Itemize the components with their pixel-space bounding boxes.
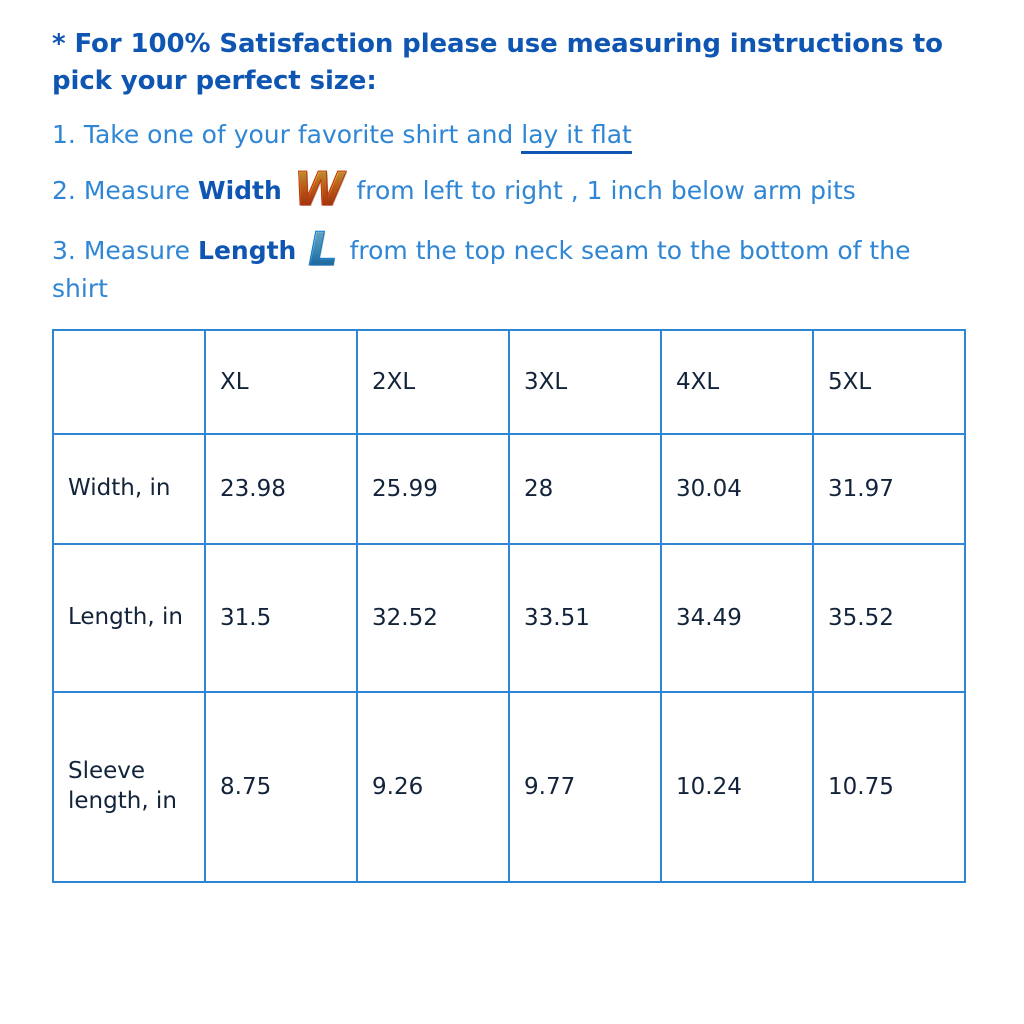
table-row [53, 692, 965, 882]
table-header-row [53, 330, 965, 434]
table-row [53, 434, 965, 544]
step-2-text-after: from left to right , 1 inch below arm pits [356, 176, 856, 206]
instruction-step-1 [52, 118, 974, 153]
column-header-4xl: 4XL [661, 330, 813, 434]
cell-width-xl: 23.98 [205, 434, 357, 544]
cell-length-2xl: 32.52 [357, 544, 509, 692]
cell-sleeve-3xl: 9.77 [509, 692, 661, 882]
cell-length-5xl: 35.52 [813, 544, 965, 692]
step-2-keyword: Width [198, 176, 282, 206]
cell-width-4xl: 30.04 [661, 434, 813, 544]
table-row [53, 544, 965, 692]
cell-width-2xl: 25.99 [357, 434, 509, 544]
cell-sleeve-4xl: 10.24 [661, 692, 813, 882]
row-label-width: Width, in [53, 434, 205, 544]
instruction-step-3 [52, 222, 974, 307]
cell-length-3xl: 33.51 [509, 544, 661, 692]
step-1-number: 1. [52, 119, 76, 149]
step-3-text-before: Measure [83, 236, 191, 266]
row-label-length: Length, in [53, 544, 205, 692]
column-header-3xl: 3XL [509, 330, 661, 434]
column-header-xl: XL [205, 330, 357, 434]
row-label-sleeve-length: Sleeve length, in [53, 692, 205, 882]
step-1-emphasis: lay it flat [521, 120, 632, 154]
instruction-step-2 [52, 162, 974, 217]
step-3-number: 3. [52, 236, 76, 266]
cell-sleeve-5xl: 10.75 [813, 692, 965, 882]
cell-length-4xl: 34.49 [661, 544, 813, 692]
cell-width-5xl: 31.97 [813, 434, 965, 544]
cell-length-xl: 31.5 [205, 544, 357, 692]
step-3-text-after: from the top neck seam to the bottom of the shirt [52, 236, 911, 304]
step-3-keyword: Length [198, 236, 297, 266]
cell-sleeve-xl: 8.75 [205, 692, 357, 882]
step-1-text: Take one of your favorite shirt and [83, 119, 514, 149]
page-title: * For 100% Satisfaction please use measuring instructions to pick your perfect size: [52, 29, 943, 96]
cell-sleeve-2xl: 9.26 [357, 692, 509, 882]
letter-l-icon: L [308, 222, 338, 277]
step-2-number: 2. [52, 176, 76, 206]
letter-w-icon: W [293, 162, 345, 217]
column-header-5xl: 5XL [813, 330, 965, 434]
size-chart-table [52, 329, 966, 883]
step-2-text-before: Measure [83, 176, 191, 206]
table-corner-cell [53, 330, 205, 434]
cell-width-3xl: 28 [509, 434, 661, 544]
column-header-2xl: 2XL [357, 330, 509, 434]
